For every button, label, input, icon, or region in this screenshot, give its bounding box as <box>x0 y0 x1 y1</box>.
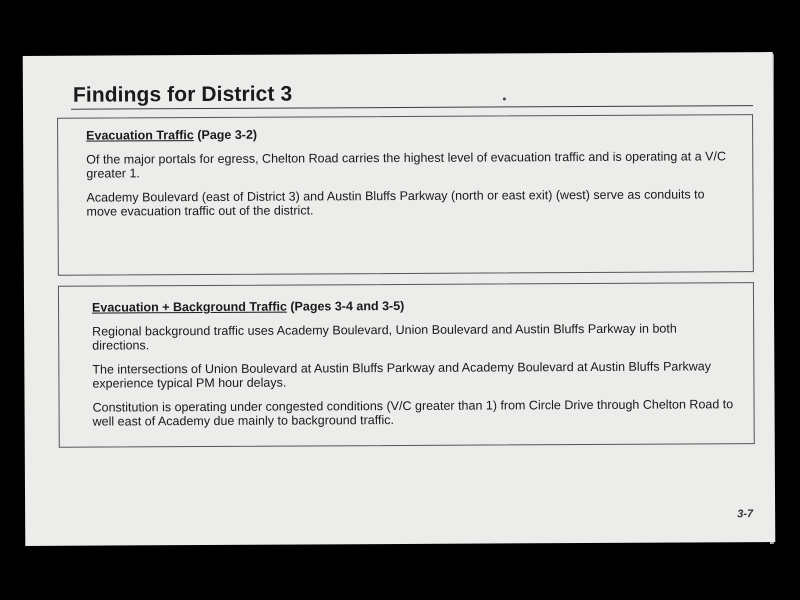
section-evacuation-background-traffic <box>58 282 755 448</box>
paragraph: Of the major portals for egress, Chelton Road carries the highest level of evacuation traffic and is operating at a V/C greater 1. <box>86 149 726 181</box>
page-title: Findings for District 3 <box>72 82 293 107</box>
section-heading-page-ref: (Page 3-2) <box>193 127 258 143</box>
paragraph: The intersections of Union Boulevard at Austin Bluffs Parkway and Academy Boulevard at Austin Bluffs Parkway experience typical PM hour delays. <box>92 359 712 391</box>
speck-mark <box>503 97 506 100</box>
section-heading-page-ref: (Pages 3-4 and 3-5) <box>286 298 405 314</box>
paragraph: Constitution is operating under congested conditions (V/C greater than 1) from Circle Drive through Chelton Road to well east of Academy due mainly to background traffic. <box>92 397 734 429</box>
paragraph: Academy Boulevard (east of District 3) and Austin Bluffs Parkway (north or east exit) (west) serve as conduits to move evacuation traffic out of the district. <box>86 187 705 219</box>
page-number: 3-7 <box>737 508 754 521</box>
section-heading-title: Evacuation Traffic <box>86 128 194 143</box>
section-evacuation-traffic <box>57 114 754 276</box>
section-heading <box>86 128 257 143</box>
section-heading <box>92 299 404 315</box>
paragraph: Regional background traffic uses Academy Boulevard, Union Boulevard and Austin Bluffs Parkway in both directions. <box>92 321 677 353</box>
section-heading-title: Evacuation + Background Traffic <box>92 299 287 315</box>
document-page <box>23 52 776 546</box>
